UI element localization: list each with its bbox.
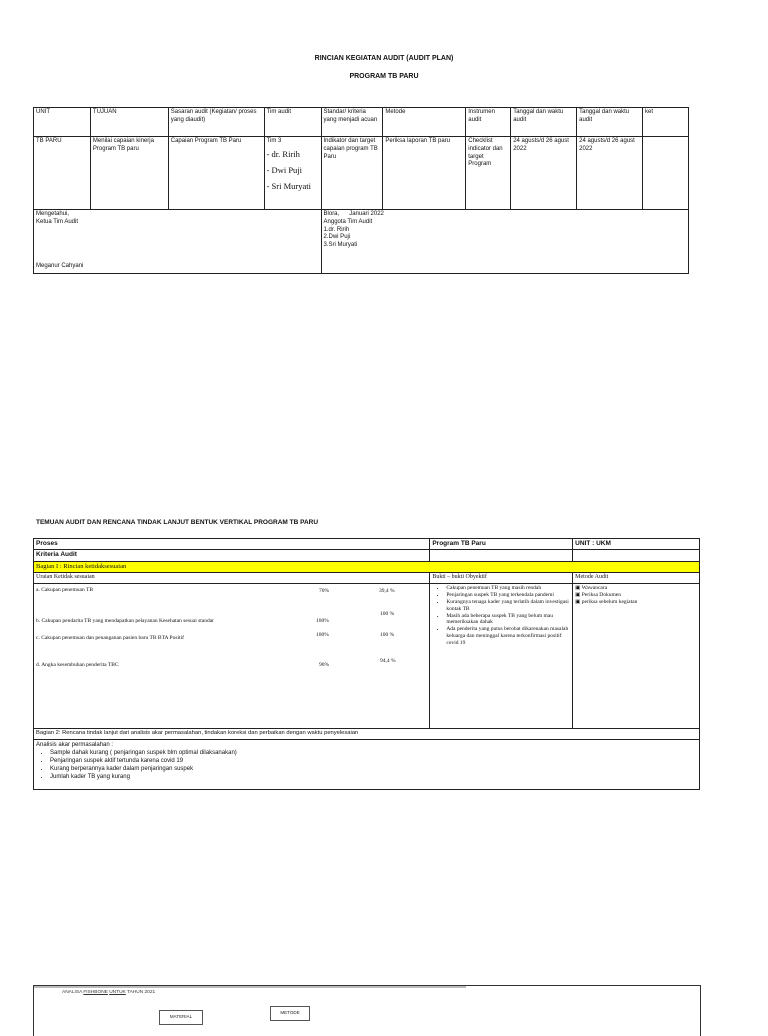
sign-ketua: Ketua Tim Audit	[36, 218, 79, 225]
findings-header-row	[34, 539, 700, 550]
item-text: b. Cakupan pendarita TB yang mendapatkan pelayanan Kesehatan sesuai standar	[36, 618, 214, 625]
analisis-cell	[34, 739, 700, 789]
bukti-item: • Cakupan penemuan TB yang masih rendah	[446, 585, 570, 592]
item-target: 70%	[319, 588, 330, 595]
bukti-item: • Penjaringan suspek TB yang terkendala pandemi	[446, 592, 570, 599]
signature-right	[321, 210, 688, 274]
cell-tim	[264, 137, 321, 210]
item-text: a. Cakupan penemuan TB	[36, 587, 94, 594]
kriteria-row	[34, 550, 700, 561]
fishbone-title	[62, 990, 155, 995]
checkbox-icon: ▣	[575, 599, 582, 606]
tim-member: - Dwi Puji	[266, 164, 303, 175]
cell-instrumen: Checklist indicator dan target Program	[466, 137, 511, 210]
checkbox-icon: ▣	[575, 585, 582, 592]
sign-ketua-name: Meganur Cahyani	[36, 263, 84, 270]
header-unit: UNIT	[34, 108, 91, 137]
fishbone-metode-box: METODE	[270, 1006, 310, 1021]
analisis-item: • Jumlah kader TB yang kurang	[50, 773, 697, 781]
fishbone-title-part: TAHUN 2021	[125, 990, 156, 995]
metode-label: periksa sebelum kegiatan	[581, 599, 638, 606]
fishbone-topbar	[34, 986, 466, 988]
proses-label: Proses	[34, 539, 430, 550]
sign-member: 1.dr. Ririh	[323, 226, 350, 233]
item-target: 100%	[316, 618, 329, 625]
document-title: RINCIAN KEGIATAN AUDIT (AUDIT PLAN)	[314, 55, 454, 62]
metode-label: Wawancara	[581, 585, 608, 592]
checkbox-icon: ▣	[575, 592, 582, 599]
program-label: Program TB Paru	[430, 539, 573, 550]
fishbone-title-part: ANALISA	[62, 990, 84, 995]
metode-label: Periksa Dokumen	[581, 592, 621, 599]
item-hasil: 39,4 %	[379, 588, 395, 595]
subheader-row	[34, 573, 700, 584]
analisis-row	[34, 739, 700, 789]
bukti-item: • Ada penderita yang putus berobat dikarenakan masalah keluarga dan meninggal karena terkonfirmasi positif covid 19	[446, 626, 570, 647]
header-tujuan: TUJUAN	[90, 108, 168, 137]
sign-member: 2.Dwi Puji	[323, 234, 351, 241]
analisis-item: • Sample dahak kurang ( penjaringan suspek blm optimal dilaksanakan)	[50, 749, 697, 757]
header-tim: Tim audit	[264, 108, 321, 137]
cell-unit: TB PARU	[34, 137, 91, 210]
bukti-item: • Kurangnya tenaga kader yang terlatih dalam investigasi kontak TB	[446, 599, 570, 613]
fishbone-frame	[33, 985, 701, 1036]
cell-metode: Periksa laporan TB paru	[383, 137, 466, 210]
sign-anggota: Anggota Tim Audit	[323, 218, 373, 225]
cell-tujuan: Menilai capaian kinerja Program TB paru	[90, 137, 168, 210]
findings-table	[33, 538, 700, 790]
cell-sasaran: Capaian Program TB Paru	[168, 137, 264, 210]
metode-header: Metode Audit	[573, 573, 700, 584]
cell-tanggal-2: 24 agusts/d 26 agust 2022	[577, 137, 643, 210]
uraian-header: Uraian Ketidak sesuaian	[34, 573, 430, 584]
item-text: d. Angka kesembuhan penderita TBC	[36, 662, 119, 669]
header-tanggal-2: Tanggal dan waktu audit	[577, 108, 643, 137]
tim-label: Tim 3	[266, 138, 282, 144]
empty-cell	[430, 550, 573, 561]
cell-ket	[643, 137, 689, 210]
item-hasil: 100 %	[380, 632, 395, 639]
tim-member: - Sri Muryati	[266, 180, 311, 191]
metode-cell	[573, 584, 700, 729]
analisis-title: Analisis akar permasalahan :	[36, 741, 114, 748]
item-hasil: 100 %	[380, 611, 395, 618]
header-tanggal-1: Tanggal dan waktu audit	[511, 108, 577, 137]
document-subtitle: PROGRAM TB PARU	[349, 73, 419, 80]
header-standar: Standar/ kriteria yang menjadi acuan	[321, 108, 383, 137]
audit-plan-table	[33, 107, 689, 274]
item-target: 90%	[319, 662, 330, 669]
header-metode: Metode	[383, 108, 466, 137]
bukti-list	[432, 585, 570, 647]
signature-row	[34, 210, 689, 274]
fishbone-material-box: MATERIAL	[159, 1010, 203, 1025]
plan-header-row	[34, 108, 689, 137]
item-target: 100%	[316, 632, 329, 639]
sign-place-date: Blora, Januari 2022	[323, 211, 384, 217]
bukti-item: • Masih ada beberapa suspek TB yang belum mau memeriksakan dahak	[446, 613, 570, 627]
header-sasaran: Sasaran audit (Kegiatan/ proses yang diaudit)	[168, 108, 264, 137]
item-hasil: 94,4 %	[380, 658, 396, 665]
bagian2-row	[34, 729, 700, 740]
metode-item	[575, 592, 697, 599]
signature-left	[34, 210, 322, 274]
item-text: c. Cakupan penemuan dan penanganan pasien baru TB BTA Positif	[36, 635, 184, 642]
analisis-item: • Kurang berperannya kader dalam penjaringan suspek	[50, 765, 697, 773]
sign-member: 3.Sri Muryati	[323, 242, 358, 249]
fishbone-title-part: UNTUK	[109, 990, 126, 995]
unit-label: UNIT : UKM	[573, 539, 700, 550]
header-instrumen: Instrumen audit	[466, 108, 511, 137]
bukti-cell	[430, 584, 573, 729]
findings-title: TEMUAN AUDIT DAN RENCANA TINDAK LANJUT BENTUK VERTIKAL PROGRAM TB PARU	[36, 519, 319, 526]
cell-standar: Indikator dan target capaian program TB Paru	[321, 137, 383, 210]
uraian-cell	[34, 584, 430, 729]
fishbone-title-part: FISHBONE	[83, 990, 108, 995]
bukti-header: Bukti – bukti Obyektif	[430, 573, 573, 584]
details-row	[34, 584, 700, 729]
kriteria-label: Kriteria Audit	[34, 550, 430, 561]
analisis-item: • Penjaringan suspek aktif tertunda karena covid 19	[50, 757, 697, 765]
bagian1-row	[34, 561, 700, 572]
sign-mengetahui: Mengetahui,	[36, 211, 70, 217]
metode-item	[575, 585, 697, 592]
empty-cell	[573, 550, 700, 561]
header-ket: ket	[643, 108, 689, 137]
bagian2-label: Bagian 2: Rencana tindak lanjut dari analisis akar permasalahan, tindakan koreksi dan perbaikan dengan waktu penyelesaian	[34, 729, 700, 740]
analisis-list	[36, 749, 697, 781]
bagian1-label: Bagian I : Rincian ketidaksesuaian	[34, 561, 700, 572]
cell-tanggal-1: 24 agusts/d 26 agust 2022	[511, 137, 577, 210]
tim-member: - dr. Ririh	[266, 148, 300, 159]
plan-data-row	[34, 137, 689, 210]
metode-item	[575, 599, 697, 606]
